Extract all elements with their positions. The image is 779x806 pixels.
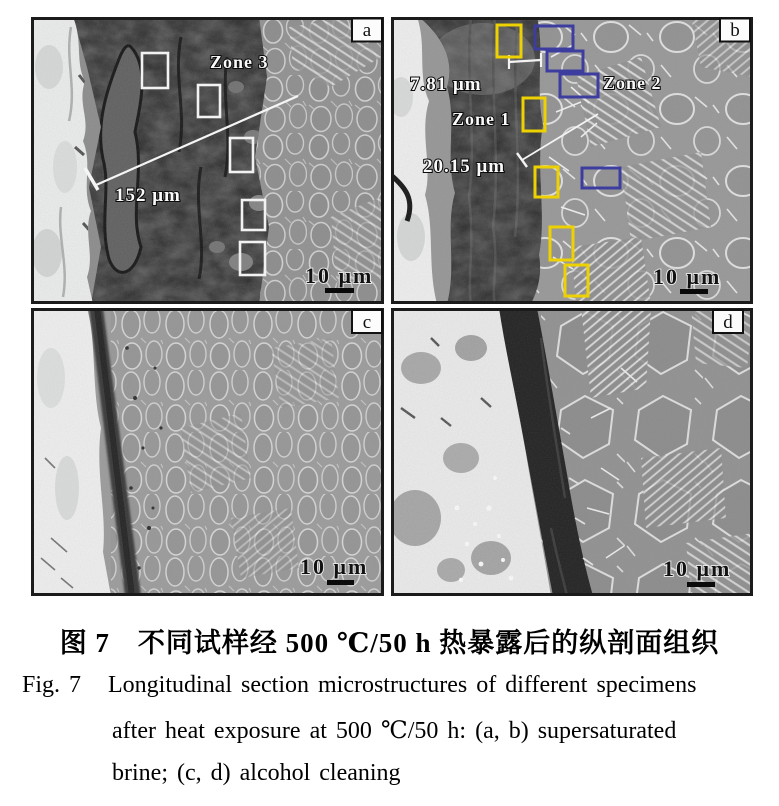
panel-label-c — [352, 310, 382, 333]
scale-bar-line — [325, 288, 354, 293]
micrograph-panel-a — [31, 17, 384, 304]
scale-bar-line — [680, 289, 708, 294]
zone2-label: Zone 2 — [603, 73, 662, 93]
panel-letter: a — [362, 20, 372, 41]
scale-bar-line — [327, 580, 354, 585]
scale-bar-line — [687, 582, 715, 587]
scale-bar-label: 10 μm — [305, 263, 374, 288]
panel-letter: c — [362, 312, 372, 333]
scale-bar-label: 10 μm — [663, 556, 732, 581]
caption-chinese: 图 7 不同试样经 500 ℃/50 h 热暴露后的纵剖面组织 — [59, 628, 720, 658]
zone1-label: Zone 1 — [452, 109, 511, 129]
caption-english-line2: after heat exposure at 500 ℃/50 h: (a, b) supersaturated — [112, 718, 677, 744]
panel-label-b — [720, 19, 750, 42]
scale-bar-label: 10 μm — [300, 554, 369, 579]
sem-texture-c — [31, 308, 384, 596]
measure-7-81-label: 7.81 μm — [410, 74, 482, 95]
sem-texture-d — [391, 308, 753, 596]
panel-letter: d — [723, 312, 733, 333]
measure-152-label: 152 μm — [115, 185, 181, 206]
sem-texture-a — [31, 17, 384, 304]
measure-20-15-label: 20.15 μm — [423, 156, 506, 177]
micrograph-panel-d — [391, 308, 753, 596]
scale-bar-label: 10 μm — [653, 264, 722, 289]
caption-english-line1: Fig. 7 Longitudinal section microstructures of different specimens — [22, 672, 697, 698]
zone3-label: Zone 3 — [210, 52, 269, 72]
caption-english-line3: brine; (c, d) alcohol cleaning — [112, 760, 401, 786]
panel-label-d — [713, 310, 743, 333]
micrograph-panel-b — [391, 17, 753, 304]
panel-label-a — [352, 19, 382, 42]
panel-letter: b — [730, 20, 740, 41]
micrograph-panel-c — [31, 308, 384, 596]
